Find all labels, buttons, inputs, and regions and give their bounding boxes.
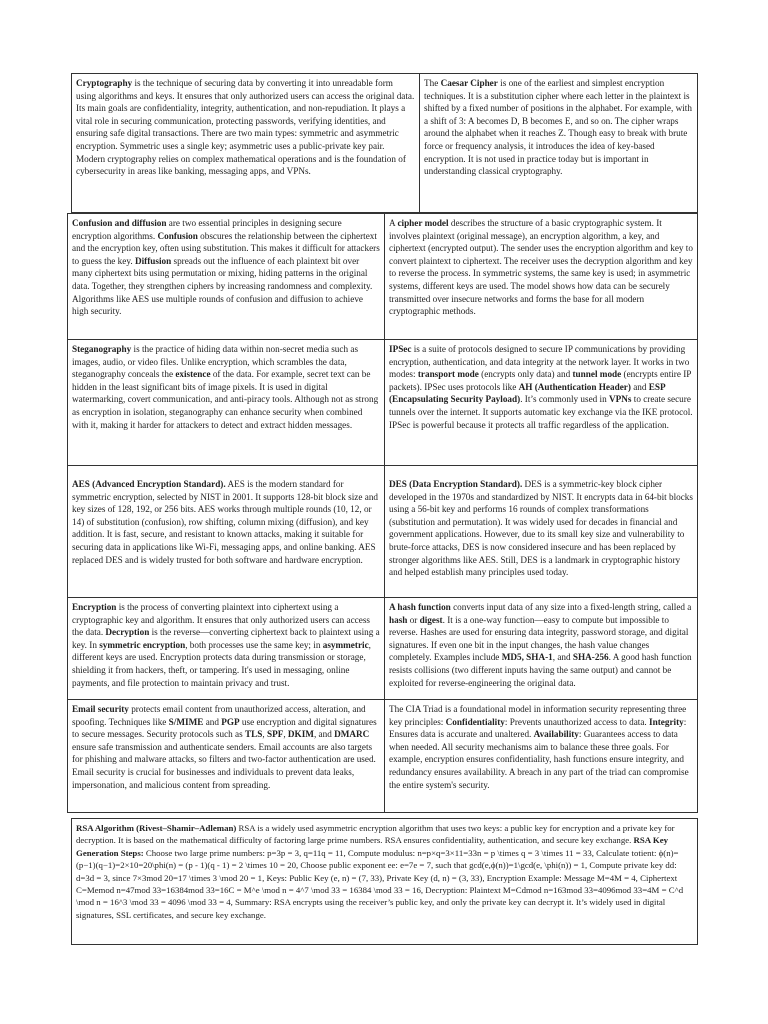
body-text: are two essential principles in designing secure encryption algorithms.	[72, 218, 342, 241]
body-text: , both processes use the same key; in	[185, 639, 323, 650]
bold-term: DES (Data Encryption Standard).	[389, 479, 523, 489]
bold-term: existence	[175, 369, 211, 380]
body-text: obscures the relationship between the ciphertext and the encryption key, often using substitution. This makes it difficult for attackers to guess the key.	[72, 230, 380, 266]
cell-rsa-algorithm	[71, 818, 698, 945]
bold-term: Availability	[533, 729, 579, 740]
body-text: is the reverse—converting ciphertext back to plaintext using a key. In	[72, 627, 380, 650]
bold-term: Confusion and diffusion	[72, 218, 167, 228]
bold-term: Encryption	[72, 602, 117, 612]
bold-term: RSA Key Generation Steps:	[76, 835, 669, 858]
bold-term: MD5, SHA-1	[501, 652, 553, 663]
cell-confusion-diffusion	[67, 213, 385, 340]
body-text: : Ensures data is accurate and unaltered.	[389, 716, 687, 740]
bold-term: digest	[419, 614, 443, 625]
body-text: protects email content from unauthorized access, alteration, and spoofing. Techniques like	[72, 704, 366, 727]
body-text: , different keys are used. Encryption protects data during transmission or storage, shielding it from hackers, theft, or tampering. It's used in messaging, online payments, and file protection to maintain privacy and trust.	[72, 639, 371, 688]
cell-ipsec	[384, 339, 698, 466]
bold-term: tunnel mode	[572, 369, 622, 380]
bold-term: A hash function	[389, 602, 451, 612]
body-text: . It’s commonly used in	[520, 394, 609, 405]
cell-encryption	[67, 597, 385, 700]
bold-term: asymmetric	[322, 639, 369, 650]
body-text: of the data. For example, secret text can be hidden in the least significant bits of image pixels. It is used in digital watermarking, covert communication, and anti-piracy tools. Although not as strong as encryption in isolation, steganography can enhance security when combined with it, making it harder for attackers to detect and extract hidden messages.	[72, 369, 379, 430]
bold-term: S/MIME	[168, 716, 204, 727]
bold-term: transport mode	[417, 369, 479, 380]
bold-term: ESP (Encapsulating Security Payload)	[389, 381, 666, 405]
cell-cryptography	[71, 73, 420, 213]
body-text: (encrypts entire IP packets). IPSec uses protocols like	[389, 369, 692, 392]
body-text: ,	[283, 729, 288, 740]
bold-term: SPF	[266, 729, 284, 740]
body-text: converts input data of any size into a fixed-length string, called a	[450, 602, 692, 612]
body-text: A	[389, 218, 398, 228]
body-text: The CIA Triad is a foundational model in information security representing three key principles:	[389, 704, 687, 727]
body-text: AES is the modern standard for symmetric encryption, selected by NIST in 2001. It supports 128-bit block size and key sizes of 128, 192, or 256 bits. AES works through multiple rounds (10, 12, or 14) of substitution (confusion), row shifting, column mixing (diffusion), and key addition. It is fast, secure, and resistant to known attacks, making it suitable for securing data in applications like Wi-Fi, messaging apps, and online banking. AES replaced DES and is widely trusted for both software and hardware encryption.	[72, 479, 379, 565]
body-text: is one of the earliest and simplest encryption techniques. It is a substitution cipher where each letter in the plaintext is shifted by a fixed number of positions in the alphabet. For example, with a shift of 3: A becomes D, B becomes E, and so on. The cipher wraps around the alphabet when it reaches Z. Though easy to break with brute force or frequency analysis, it introduces the idea of key-based encryption. It is not used in practice today but is important in understanding classical cryptography.	[424, 78, 692, 177]
bold-term: AES (Advanced Encryption Standard).	[72, 479, 226, 489]
bold-term: Confusion	[157, 230, 198, 241]
bold-term: PGP	[221, 716, 240, 727]
body-text: The	[424, 78, 441, 88]
cell-email-security	[67, 699, 385, 813]
body-text: is the process of converting plaintext into ciphertext using a cryptographic key and algorithm. It ensures that only authorized users can access the data.	[72, 602, 370, 638]
body-text: use encryption and digital signatures to secure messages. Security protocols such as	[72, 716, 377, 740]
bold-term: cipher model	[397, 218, 449, 228]
body-text: and	[630, 381, 649, 392]
body-text: : Prevents unauthorized access to data.	[504, 716, 650, 727]
bold-term: SHA-256	[572, 652, 609, 663]
body-text: and	[203, 716, 222, 727]
body-text: : Guarantees access to data when needed. All security mechanisms aim to balance these three goals. For example, encryption ensures confidentiality, hash functions ensure integrity, and redundancy ensures availability. A breach in any part of the triad can compromise the entire system's security.	[389, 729, 689, 790]
bold-term: DKIM	[287, 729, 314, 740]
body-text: or	[407, 614, 420, 625]
bold-term: AH (Authentication Header)	[518, 381, 631, 392]
bold-term: Decryption	[105, 627, 150, 638]
cell-aes	[67, 465, 385, 598]
body-text: . A good hash function resists collisions (two different inputs having the same output) and cannot be exploited for reverse-engineering the original data.	[389, 652, 692, 688]
body-text: spreads out the influence of each plaintext bit over many ciphertext bits using permutation or mixing, hiding patterns in the original data. Together, they strengthen ciphers by increasing randomness and complexity. Algorithms like AES use multiple rounds of confusion and diffusion to achieve high security.	[72, 255, 373, 317]
bold-term: IPSec	[389, 344, 412, 354]
bold-term: Integrity	[649, 716, 684, 727]
body-text: ,	[262, 729, 267, 740]
cell-des	[384, 465, 698, 598]
body-text: Choose two large prime numbers: p=3p = 3, q=11q = 11, Compute modulus: n=p×q=3×11=33n = p \times q = 3 \times 11 = 33, Calculate totient: ϕ(n)=(p−1)(q−1)=2×10=20\phi(n) = (p - 1)(q - 1) = 2 \times 10 = 20, Choose public exponent ee: e=7e = 7, such that gcd(e,ϕ(n))=1\gcd(e, \phi(n)) = 1, Compute private key dd: d=3d = 3, since 7×3mod 20=17 \times 3 \mod 20 = 1, Keys: Public Key (e, n) = (7, 33), Private Key (d, n) = (3, 33), Encryption Example: Message M=4M = 4, Ciphertext C=Memod n=47mod 33=16384mod 33=16C = M^e \mod n = 4^7 \mod 33 = 16384 \mod 33 = 16, Decryption: Plaintext M=Cdmod n=163mod 33=4096mod 33=4M = C^d \mod n = 16^3 \mod 33 = 4096 \mod 33 = 4, Summary: RSA encrypts using the receiver’s public key, and only the private key can decrypt it. It’s widely used in digital signatures, SSL certificates, and secure key exchange.	[76, 847, 684, 920]
body-text: RSA is a widely used asymmetric encryption algorithm that uses two keys: a public key for encryption and a private key for decryption. It is based on the mathematical difficulty of factoring large prime numbers. RSA ensures confidentiality, authentication, and secure key exchange.	[76, 823, 675, 846]
body-text: ensure safe transmission and authenticate senders. Email accounts are also targets for phishing and malware attacks, so filters and two-factor authentication are used. Email security is crucial for businesses and individuals to prevent data leaks, impersonation, and malicious content from spreading.	[72, 741, 376, 790]
body-text: is the practice of hiding data within non-secret media such as images, audio, or video files. Unlike encryption, which scrambles the data, steganography conceals the	[72, 344, 359, 380]
bold-term: symmetric encryption	[99, 639, 186, 650]
cell-cia-triad	[384, 699, 698, 813]
bold-term: Cryptography	[76, 78, 133, 88]
bold-term: VPNs	[609, 394, 632, 405]
body-text: (encrypts only data) and	[478, 369, 573, 380]
cell-caesar-cipher	[419, 73, 698, 213]
bold-term: hash	[389, 614, 408, 625]
bold-term: TLS	[245, 729, 263, 740]
body-text: . It is a one-way function—easy to compute but impossible to reverse. Hashes are used for ensuring data integrity, password storage, and digital signatures. If even one bit in the input changes, the hash value changes completely. Examples include	[389, 614, 689, 663]
body-text: , and	[313, 729, 335, 740]
cell-hash-function	[384, 597, 698, 700]
cell-cipher-model	[384, 213, 698, 340]
body-text: to create secure tunnels over the internet. It supports automatic key exchange via the IKE protocol. IPSec is powerful because it protects all traffic regardless of the application.	[389, 394, 693, 430]
bold-term: Diffusion	[134, 255, 172, 266]
bold-term: Steganography	[72, 344, 132, 354]
body-text: , and	[552, 652, 573, 663]
body-text: is the technique of securing data by converting it into unreadable form using algorithms and keys. It ensures that only authorized users can access the original data. Its main goals are confidentiality, integrity, authentication, and non-repudiation. It plays a vital role in securing communication, protecting passwords, verifying identities, and ensuring safe digital transactions. There are two main types: symmetric and asymmetric encryption. Symmetric uses a single key; asymmetric uses a public-private key pair. Modern cryptography relies on complex mathematical operations and is the foundation of cybersecurity in areas like banking, messaging apps, and VPNs.	[76, 78, 415, 177]
bold-term: Email security	[72, 704, 129, 714]
bold-term: Caesar Cipher	[440, 78, 498, 88]
bold-term: RSA Algorithm (Rivest–Shamir–Adleman)	[76, 823, 237, 833]
body-text: is a suite of protocols designed to secure IP communications by providing encryption, authentication, and data integrity at the network layer. It works in two modes:	[389, 344, 690, 380]
body-text: describes the structure of a basic cryptographic system. It involves plaintext (original message), an encryption algorithm, a key, and ciphertext (encrypted output). The sender uses the encryption algorithm and key to convert plaintext to ciphertext. The receiver uses the decryption algorithm and key to reverse the process. In symmetric systems, the same key is used; in asymmetric systems, different keys are used. The model shows how data can be securely transmitted over insecure networks and forms the base for all modern cryptographic methods.	[389, 218, 693, 317]
cell-steganography	[67, 339, 385, 466]
body-text: DES is a symmetric-key block cipher developed in the 1970s and standardized by NIST. It encrypts data in 64-bit blocks using a 56-bit key and performs 16 rounds of complex transformations (substitution and permutation). It was widely used for decades in financial and government applications. However, due to its small key size and vulnerability to brute-force attacks, DES is now considered insecure and has been replaced by stronger algorithms like AES. Still, DES is a landmark in cryptographic history and helped establish many principles used today.	[389, 479, 693, 578]
bold-term: Confidentiality	[445, 716, 505, 727]
bold-term: DMARC	[334, 729, 370, 740]
